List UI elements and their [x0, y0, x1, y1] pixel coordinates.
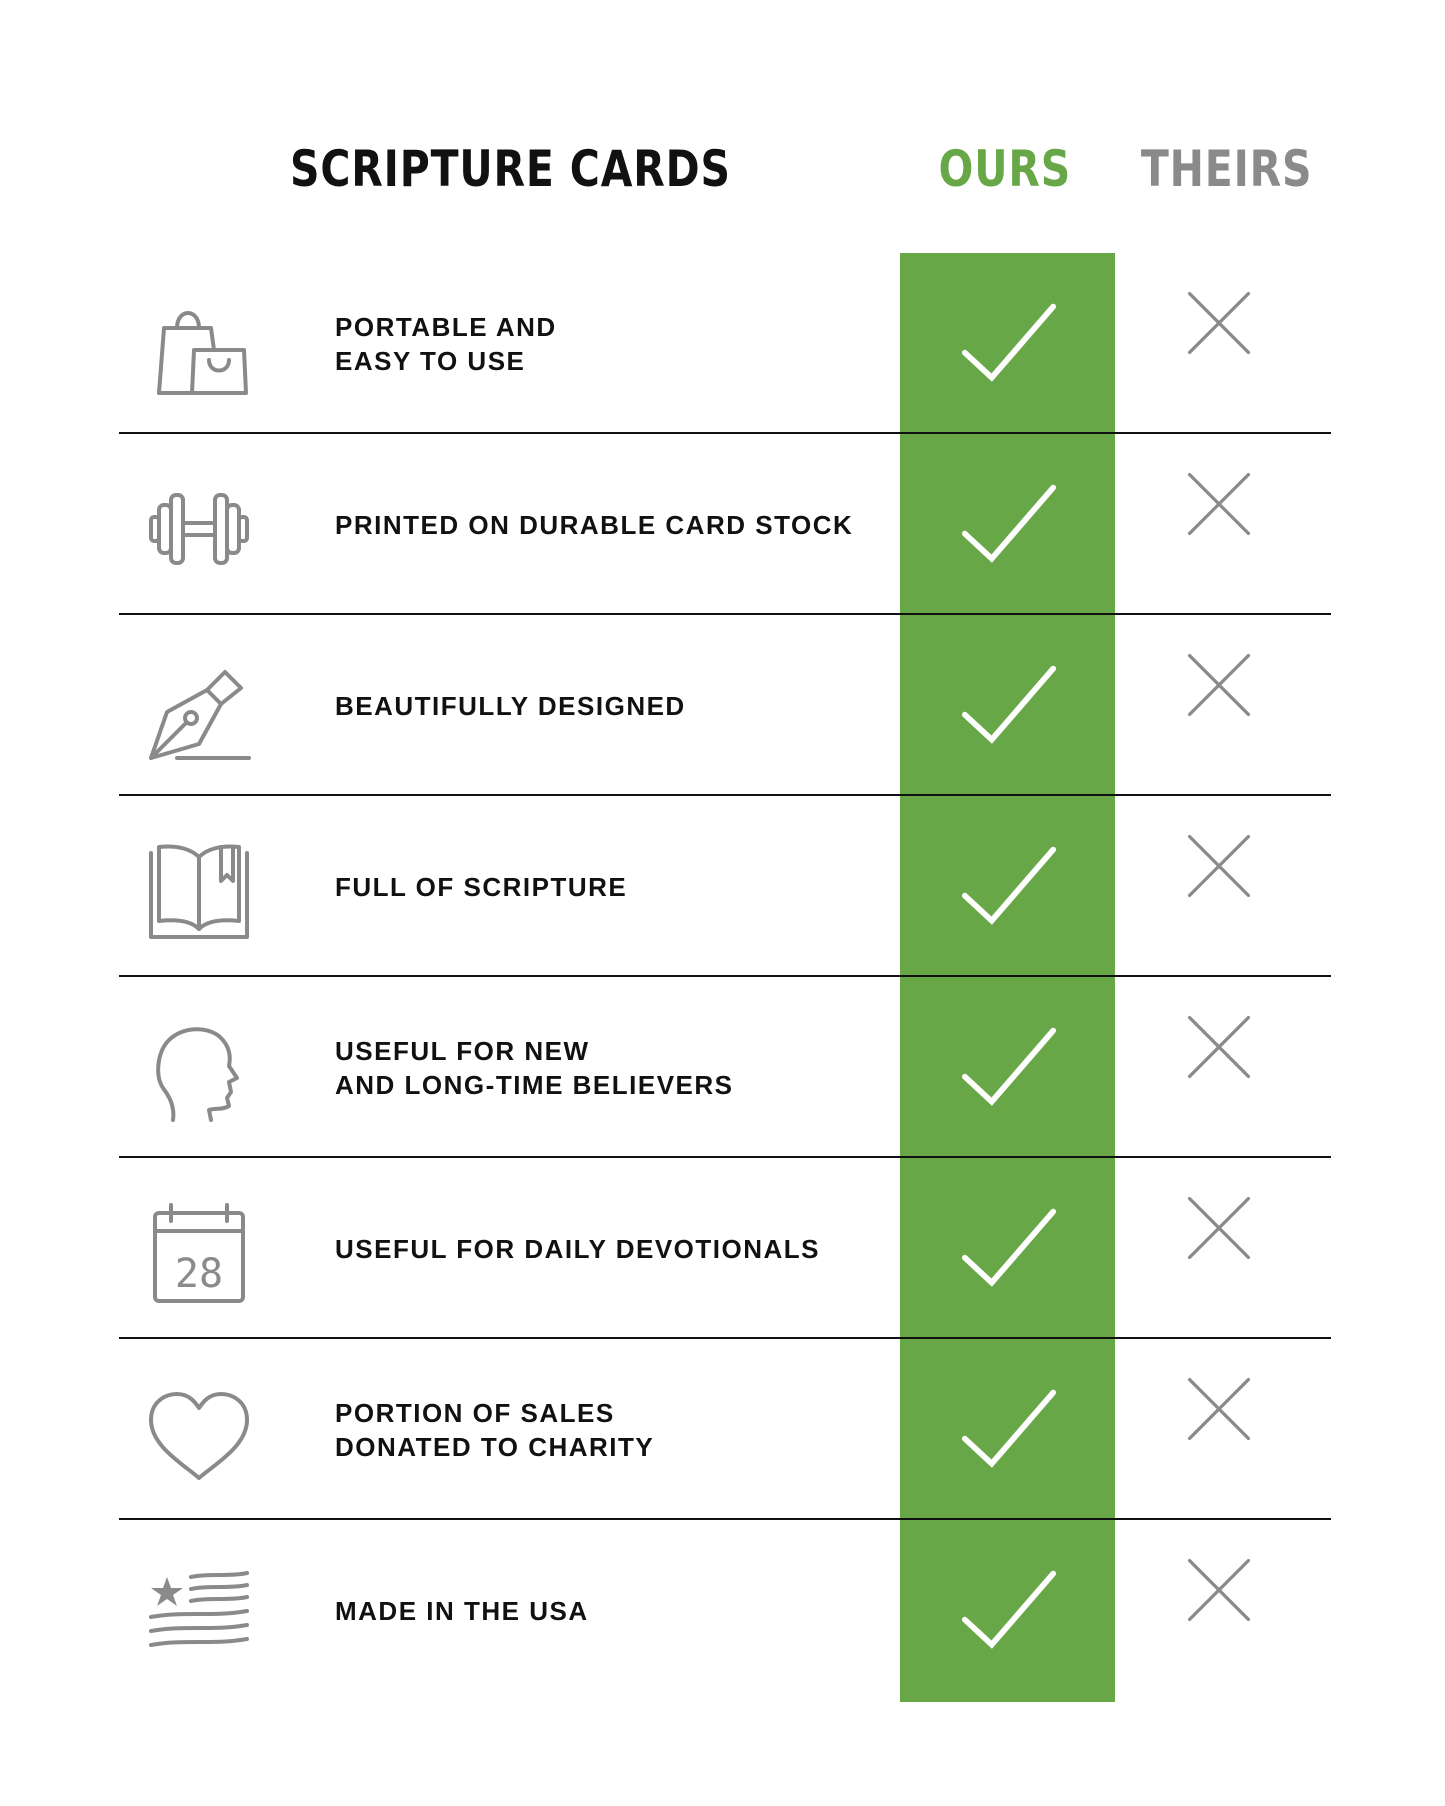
feature-label — [335, 1158, 895, 1339]
open-book-icon — [149, 841, 249, 941]
theirs-column-header — [1112, 140, 1342, 198]
feature-label — [335, 1520, 895, 1701]
flag-icon — [149, 1565, 249, 1665]
feature-label-line: PRINTED ON DURABLE CARD STOCK — [335, 509, 854, 540]
comparison-table — [119, 253, 1331, 1701]
cross-icon — [1187, 653, 1251, 717]
feature-label — [335, 1339, 895, 1520]
cross-icon — [1187, 1015, 1251, 1079]
cross-icon — [1187, 1196, 1251, 1260]
check-icon — [961, 478, 1057, 574]
feature-label-line: BEAUTIFULLY DESIGNED — [335, 690, 686, 721]
comparison-row — [119, 977, 1331, 1158]
feature-label-line: DONATED TO CHARITY — [335, 1431, 655, 1462]
check-icon — [961, 1202, 1057, 1298]
comparison-row — [119, 1158, 1331, 1339]
cross-icon — [1187, 472, 1251, 536]
cross-icon — [1187, 1558, 1251, 1622]
feature-label — [335, 615, 895, 796]
cross-icon — [1187, 291, 1251, 355]
heart-icon — [149, 1384, 249, 1484]
head-profile-icon — [149, 1022, 249, 1122]
feature-label-line: MADE IN THE USA — [335, 1595, 589, 1626]
ours-header-text: OURS — [938, 140, 1072, 198]
ours-column-header — [890, 140, 1120, 198]
feature-label — [335, 253, 895, 434]
comparison-row — [119, 1339, 1331, 1520]
feature-label-line: FULL OF SCRIPTURE — [335, 871, 628, 902]
feature-label-line: USEFUL FOR DAILY DEVOTIONALS — [335, 1233, 821, 1264]
cross-icon — [1187, 834, 1251, 898]
comparison-row — [119, 253, 1331, 434]
feature-label-line: EASY TO USE — [335, 345, 526, 376]
calendar-day: 28 — [174, 1251, 224, 1297]
calendar-icon — [149, 1203, 249, 1303]
pen-nib-icon — [149, 660, 249, 760]
feature-label-line: PORTION OF SALES — [335, 1397, 615, 1428]
feature-label — [335, 796, 895, 977]
check-icon — [961, 840, 1057, 936]
theirs-header-text: THEIRS — [1141, 140, 1313, 198]
feature-label-line: AND LONG-TIME BELIEVERS — [335, 1069, 734, 1100]
comparison-row — [119, 434, 1331, 615]
check-icon — [961, 1383, 1057, 1479]
shopping-bags-icon — [149, 298, 249, 398]
dumbbell-icon — [149, 479, 249, 579]
check-icon — [961, 297, 1057, 393]
feature-label — [335, 977, 895, 1158]
page-title: SCRIPTURE CARDS — [290, 140, 731, 198]
cross-icon — [1187, 1377, 1251, 1441]
check-icon — [961, 659, 1057, 755]
feature-label-line: USEFUL FOR NEW — [335, 1035, 590, 1066]
feature-label — [335, 434, 895, 615]
comparison-row — [119, 796, 1331, 977]
feature-label-line: PORTABLE AND — [335, 311, 557, 342]
check-icon — [961, 1021, 1057, 1117]
comparison-row — [119, 615, 1331, 796]
check-icon — [961, 1564, 1057, 1660]
comparison-row — [119, 1520, 1331, 1701]
